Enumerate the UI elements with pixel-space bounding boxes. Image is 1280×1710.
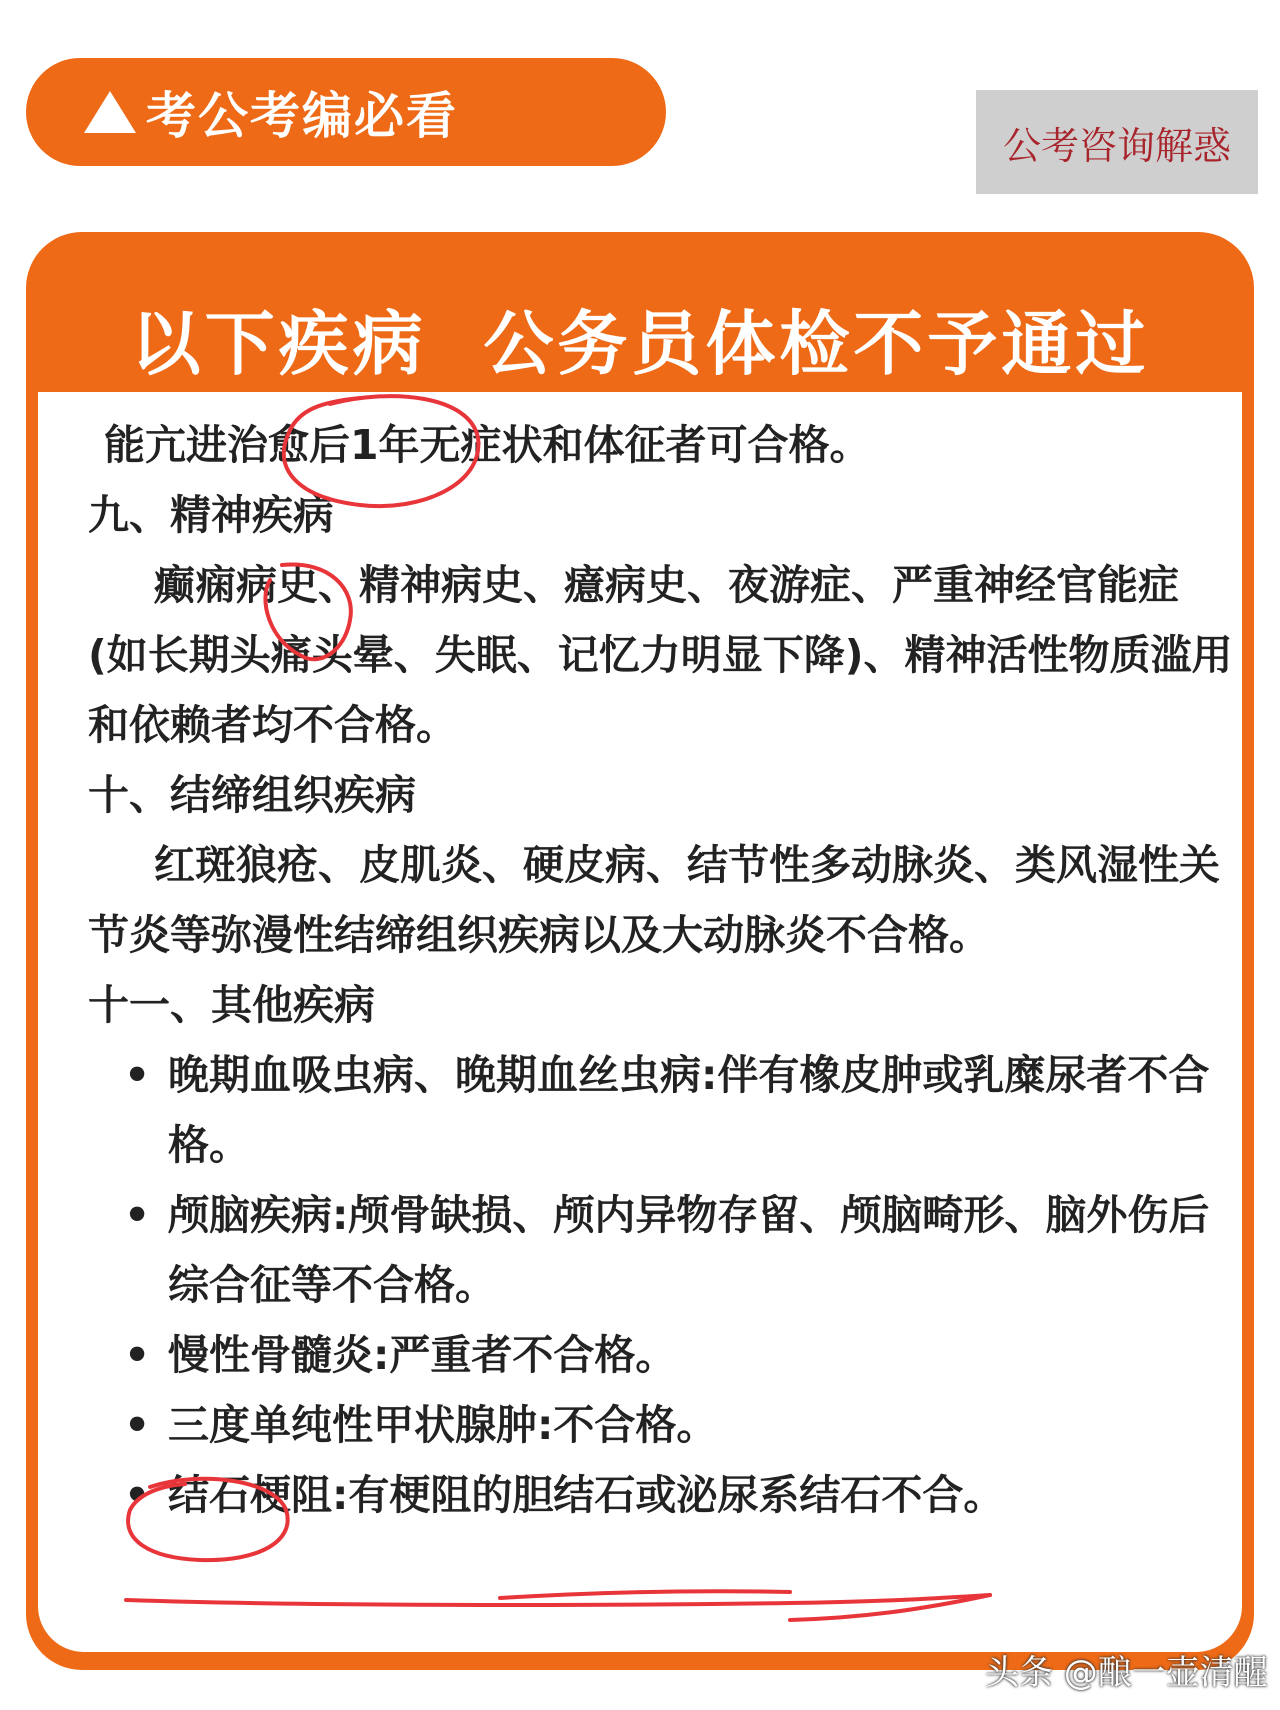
consult-button[interactable] xyxy=(976,90,1258,194)
section-body-mental: 癫痫病史、精神病史、癔病史、夜游症、严重神经官能症(如长期头痛头晕、失眠、记忆力明显下降)、精神活性物质滥用和依赖者均不合格。 xyxy=(88,561,1233,749)
triangle-icon xyxy=(84,91,136,133)
section-body-connective: 红斑狼疮、皮肌炎、硬皮病、结节性多动脉炎、类风湿性关节炎等弥漫性结缔组织疾病以及大动脉炎不合格。 xyxy=(88,841,1220,959)
section-heading-mental: 九、精神疾病 xyxy=(88,491,334,539)
list-item: • 慢性骨髓炎:严重者不合格。 xyxy=(88,1320,1238,1390)
list-item: • 结石梗阻:有梗阻的胆结石或泌尿系结石不合。 xyxy=(88,1460,1238,1530)
section-heading-other: 十一、其他疾病 xyxy=(88,981,375,1029)
card-body xyxy=(38,392,1242,1652)
top-banner xyxy=(26,58,666,166)
list-item: • 三度单纯性甲状腺肿:不合格。 xyxy=(88,1390,1238,1460)
list-item: • 颅脑疾病:颅骨缺损、颅内异物存留、颅脑畸形、脑外伤后综合征等不合格。 xyxy=(88,1180,1238,1320)
list-item: • 晚期血吸虫病、晚期血丝虫病:伴有橡皮肿或乳糜尿者不合格。 xyxy=(88,1040,1238,1180)
banner-label: 考公考编必看 xyxy=(146,87,458,145)
card-title: 以下疾病 公务员体检不予通过 xyxy=(130,303,1150,385)
section-heading-connective: 十、结缔组织疾病 xyxy=(88,771,416,819)
watermark: 头条 @酿一壶清醒 xyxy=(985,1653,1268,1693)
intro-text: 能亢进治愈后1年无症状和体征者可合格。 xyxy=(104,421,871,469)
other-disease-list xyxy=(88,1040,1238,1530)
consult-button-label: 公考咨询解惑 xyxy=(1002,123,1231,168)
info-card xyxy=(26,232,1254,1670)
card-content xyxy=(88,410,1238,1530)
